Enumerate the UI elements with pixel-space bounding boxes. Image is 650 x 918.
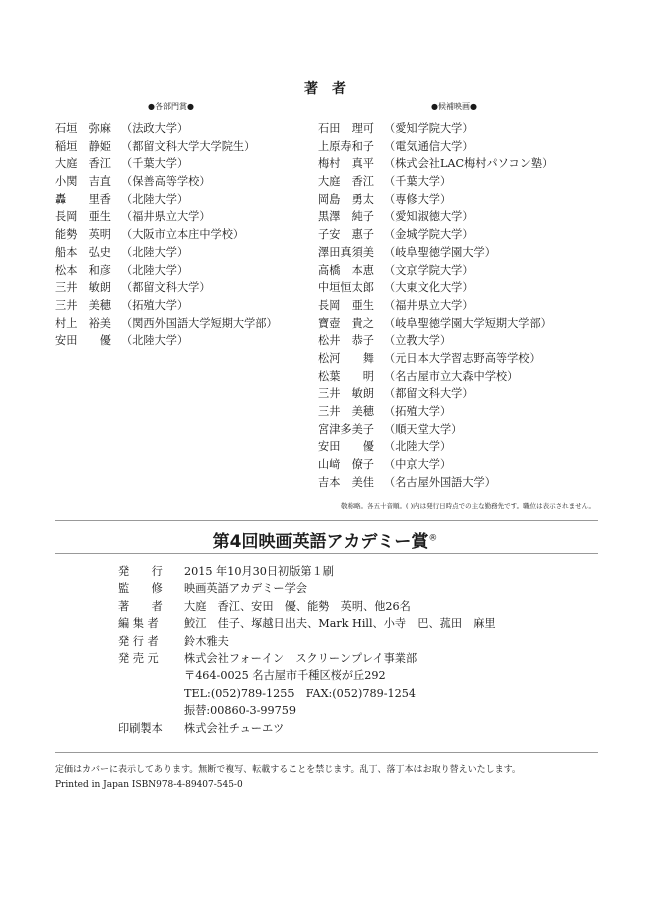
author-row — [318, 350, 553, 368]
author-affiliation: （岐阜聖徳学園大学） — [384, 245, 496, 259]
author-name: 三井 敏朗 — [55, 281, 111, 295]
colophon-label — [118, 667, 184, 684]
author-name: 三井 敏朗 — [318, 387, 374, 401]
author-affiliation: （北陸大学） — [121, 263, 189, 277]
author-name: 三井 美穂 — [55, 298, 111, 312]
author-row — [318, 226, 553, 244]
author-row — [55, 191, 278, 209]
author-row — [318, 474, 553, 492]
author-name: 宮津多美子 — [318, 422, 374, 436]
author-affiliation: （福井県立大学） — [384, 298, 474, 312]
author-affiliation: （拓殖大学） — [121, 298, 189, 312]
colophon-value: 振替:00860-3-99759 — [184, 704, 297, 718]
colophon-row — [118, 702, 496, 719]
author-row — [318, 368, 553, 386]
author-name: 中垣恒太郎 — [318, 281, 374, 295]
colophon-row — [118, 580, 496, 597]
colophon-label: 発 行 者 — [118, 634, 159, 648]
author-affiliation: （株式会社LAC梅村パソコン塾） — [384, 157, 554, 171]
author-name: 安田 優 — [55, 334, 111, 348]
author-affiliation: （法政大学） — [121, 122, 189, 135]
author-affiliation: （保善高等学校） — [121, 175, 211, 189]
colophon-row — [118, 667, 496, 684]
author-row — [55, 120, 278, 138]
author-row — [318, 208, 553, 226]
author-name: 松葉 明 — [318, 369, 374, 383]
isbn-line: Printed in Japan ISBN978-4-89407-545-0 — [55, 780, 243, 790]
author-row — [318, 315, 553, 333]
divider-title — [55, 553, 598, 554]
author-affiliation: （都留文科大学） — [384, 387, 474, 401]
author-affiliation: （愛知学院大学） — [384, 122, 474, 135]
author-affiliation: （文京学院大学） — [384, 263, 474, 277]
book-title-text: 第4回映画英語アカデミー賞 — [212, 532, 429, 552]
colophon-row — [118, 633, 496, 650]
author-row — [55, 208, 278, 226]
author-row — [55, 332, 278, 350]
author-affiliation: （大阪市立本庄中学校） — [121, 228, 245, 242]
colophon-value: 〒464-0025 名古屋市千種区桜が丘292 — [184, 669, 386, 683]
author-name: 寶壺 貴之 — [318, 316, 374, 330]
author-affiliation: （岐阜聖徳学園大学短期大学部） — [384, 316, 552, 330]
colophon-label — [118, 702, 184, 719]
colophon-value: 鮫江 佳子、塚越日出夫、Mark Hill、小寺 巴、菰田 麻里 — [184, 617, 496, 631]
author-row — [318, 297, 553, 315]
author-affiliation: （北陸大学） — [121, 192, 189, 206]
author-name: 子安 惠子 — [318, 228, 374, 242]
candidate-films-author-list — [318, 120, 553, 491]
author-affiliation: （関西外国語大学短期大学部） — [121, 316, 278, 330]
author-row — [318, 332, 553, 350]
author-affiliation: （名古屋市立大森中学校） — [384, 369, 519, 383]
author-name: 上原寿和子 — [318, 139, 374, 153]
divider-top — [55, 520, 598, 521]
author-affiliation: （電気通信大学） — [384, 139, 474, 153]
author-affiliation: （専修大学） — [384, 192, 452, 206]
author-name: 岡島 勇太 — [318, 192, 374, 206]
author-row — [55, 138, 278, 156]
colophon-label: 印刷製本 — [118, 721, 163, 735]
author-affiliation: （元日本大学習志野高等学校） — [384, 351, 541, 365]
author-row — [318, 244, 553, 262]
colophon-value: 映画英語アカデミー学会 — [184, 582, 307, 596]
colophon-row — [118, 685, 496, 702]
registered-mark: ® — [428, 533, 438, 544]
author-row — [318, 191, 553, 209]
author-affiliation: （北陸大学） — [384, 440, 452, 454]
author-affiliation: （拓殖大学） — [384, 405, 452, 418]
author-name: 石垣 弥麻 — [55, 122, 111, 135]
colophon-value: 大庭 香江、安田 優、能勢 英明、他26名 — [184, 599, 411, 613]
author-affiliation: （北陸大学） — [121, 245, 189, 259]
author-affiliation: （大東文化大学） — [384, 281, 474, 295]
colophon-value: 2015 年10月30日初版第１刷 — [184, 565, 334, 578]
author-row — [55, 279, 278, 297]
author-row — [55, 297, 278, 315]
author-name: 長岡 亜生 — [55, 210, 111, 224]
author-name: 石田 理可 — [318, 122, 374, 135]
author-row — [318, 262, 553, 280]
colophon-row — [118, 563, 496, 580]
author-row — [55, 173, 278, 191]
author-row — [55, 315, 278, 333]
author-name: 松本 和彦 — [55, 263, 111, 277]
copyright-notice: 定価はカバーに表示してあります。無断で複写、転載することを禁じます。乱丁、落丁本はお取り替えいたします。 — [55, 765, 521, 775]
author-name: 山﨑 僚子 — [318, 458, 374, 472]
colophon-label: 編 集 者 — [118, 617, 159, 631]
author-name: 轟 里香 — [55, 192, 111, 206]
candidate-films-section-header: ●候補映画● — [431, 102, 477, 111]
colophon-value: 株式会社フォーイン スクリーンプレイ事業部 — [184, 651, 418, 665]
author-name: 澤田真須美 — [318, 245, 374, 259]
colophon-row — [118, 650, 496, 667]
author-affiliation: （都留文科大学） — [121, 281, 211, 295]
author-name: 黒澤 純子 — [318, 210, 374, 224]
author-row — [55, 155, 278, 173]
author-name: 高橋 本恵 — [318, 263, 374, 277]
author-affiliation: （順天堂大学） — [384, 422, 463, 436]
author-affiliation: （千葉大学） — [121, 157, 189, 171]
author-name: 能勢 英明 — [55, 228, 111, 242]
colophon-value: 株式会社チューエツ — [184, 721, 285, 735]
author-affiliation: （金城学院大学） — [384, 228, 474, 242]
colophon-value: TEL:(052)789-1255 FAX:(052)789-1254 — [184, 686, 416, 700]
footnote: 敬称略。各五十音順。( )内は発行日時点での主な勤務先です。職位は表示されません。 — [340, 502, 595, 510]
author-affiliation: （千葉大学） — [384, 175, 452, 189]
author-name: 稲垣 静姫 — [55, 139, 111, 153]
author-name: 吉本 美佳 — [318, 475, 374, 489]
author-affiliation: （立教大学） — [384, 334, 452, 348]
author-name: 梅村 真平 — [318, 157, 374, 171]
author-affiliation: （都留文科大学大学院生） — [121, 139, 256, 153]
author-name: 松河 舞 — [318, 351, 374, 365]
colophon-label: 発 行 — [118, 565, 163, 578]
awards-author-list — [55, 120, 278, 350]
colophon-row — [118, 615, 496, 632]
author-row — [55, 244, 278, 262]
author-row — [55, 262, 278, 280]
author-affiliation: （福井県立大学） — [121, 210, 211, 224]
colophon-label — [118, 685, 184, 702]
colophon-row — [118, 720, 496, 737]
author-row — [318, 421, 553, 439]
author-row — [318, 173, 553, 191]
author-row — [318, 456, 553, 474]
book-title — [0, 527, 650, 552]
author-affiliation: （愛知淑徳大学） — [384, 210, 474, 224]
author-row — [318, 138, 553, 156]
author-row — [55, 226, 278, 244]
author-name: 村上 裕美 — [55, 316, 111, 330]
colophon-row — [118, 598, 496, 615]
authors-heading: 著 者 — [304, 81, 346, 97]
author-row — [318, 279, 553, 297]
colophon-label: 監 修 — [118, 582, 163, 596]
author-name: 安田 優 — [318, 440, 374, 454]
divider-footer — [55, 752, 598, 753]
colophon — [118, 563, 496, 737]
author-name: 長岡 亜生 — [318, 298, 374, 312]
author-row — [318, 155, 553, 173]
author-affiliation: （中京大学） — [384, 458, 452, 472]
author-row — [318, 438, 553, 456]
colophon-label: 著 者 — [118, 599, 163, 613]
author-row — [318, 120, 553, 138]
awards-section-header: ●各部門賞● — [148, 102, 194, 111]
author-name: 松井 恭子 — [318, 334, 374, 348]
author-affiliation: （北陸大学） — [121, 334, 189, 348]
author-name: 船本 弘史 — [55, 245, 111, 259]
author-name: 大庭 香江 — [55, 157, 111, 171]
author-row — [318, 385, 553, 403]
colophon-value: 鈴木雅夫 — [184, 634, 229, 648]
author-name: 小関 吉直 — [55, 175, 111, 189]
author-name: 大庭 香江 — [318, 175, 374, 189]
colophon-label: 発 売 元 — [118, 651, 159, 665]
author-row — [318, 403, 553, 421]
author-affiliation: （名古屋外国語大学） — [384, 475, 496, 489]
author-name: 三井 美穂 — [318, 405, 374, 418]
